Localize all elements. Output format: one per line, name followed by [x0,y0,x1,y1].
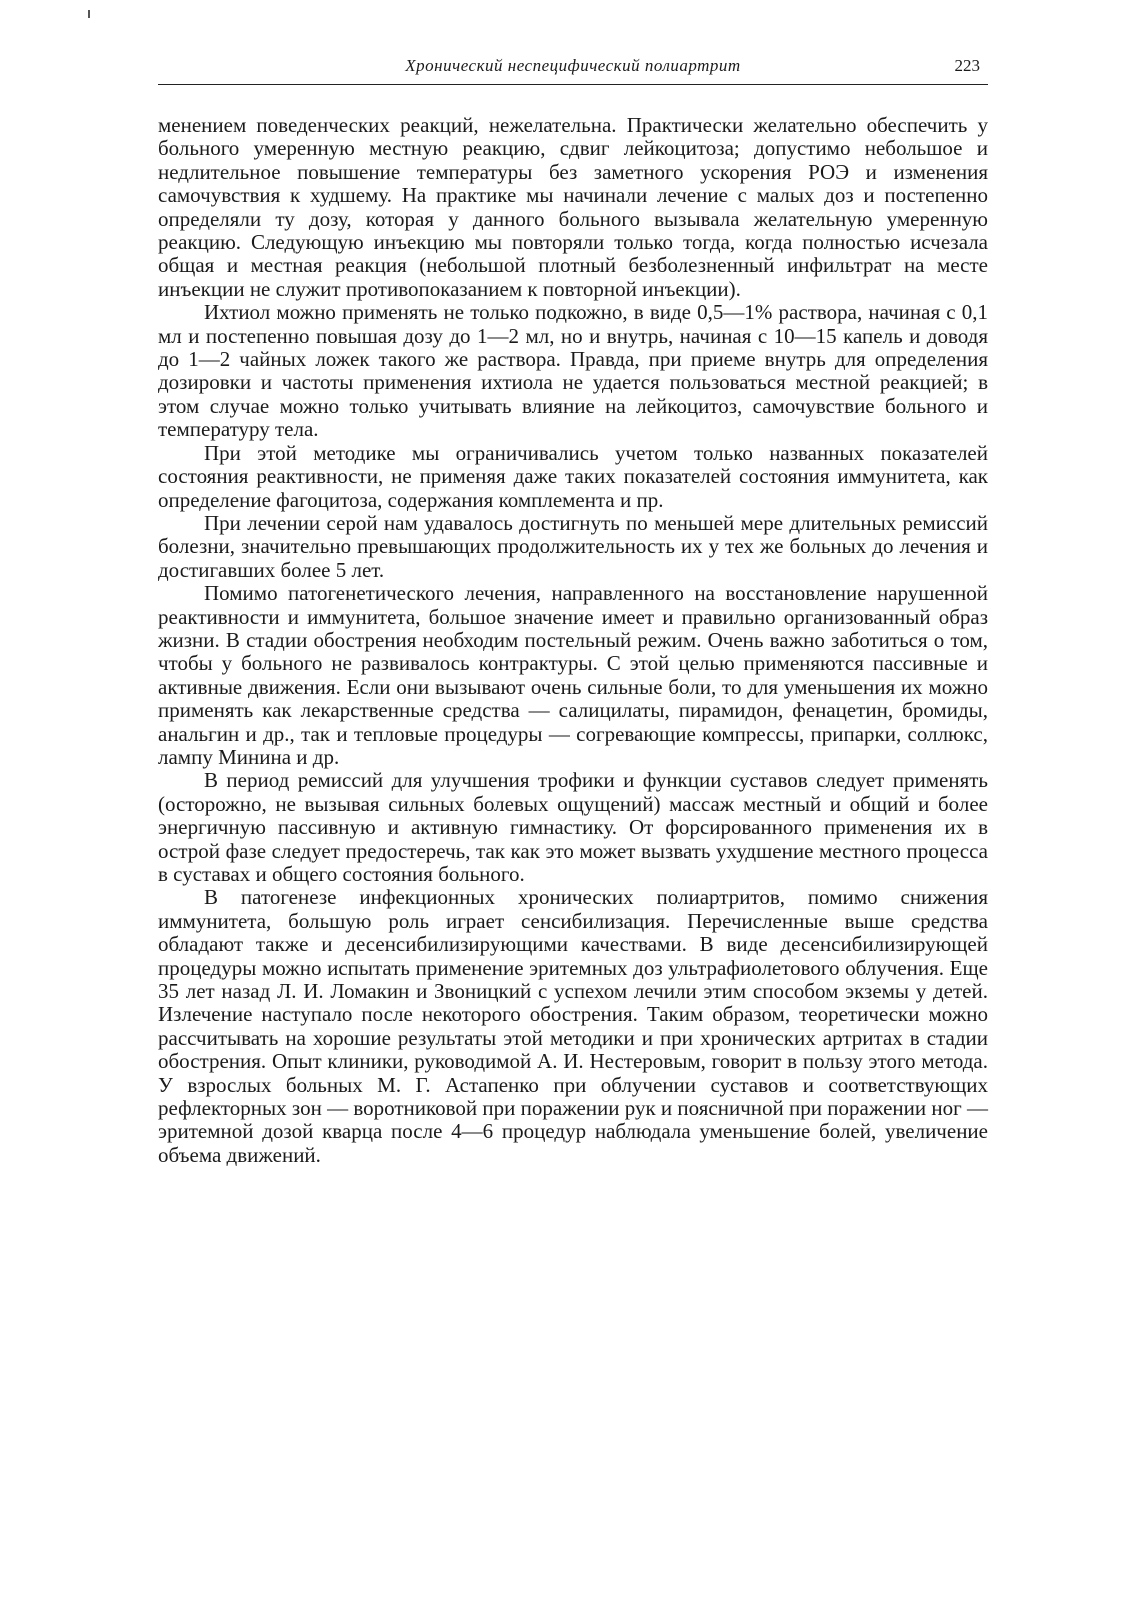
paragraph: Помимо патогенетического лечения, направленного на восстановление нарушенной реактивности и иммунитета, большое значение имеет и правильно организованный образ жизни. В стадии обострения необходим постельный режим. Очень важно заботиться о том, чтобы у больного не развивалось контрактуры. С этой целью применяются пассивные и активные движения. Если они вызывают очень сильные боли, то для уменьшения их можно применять как лекарственные средства — салицилаты, пирамидон, фенацетин, бромиды, анальгин и др., так и тепловые процедуры — согревающие компрессы, припарки, соллюкс, лампу Минина и др. [158,581,988,769]
body-text [158,114,988,1167]
paragraph: При этой методике мы ограничивались учетом только названных показателей состояния реактивности, не применяя даже таких показателей состояния иммунитета, как определение фагоцитоза, содержания комплемента и пр. [158,440,988,512]
paragraph: При лечении серой нам удавалось достигнуть по меньшей мере длительных ремиссий болезни, значительно превышающих продолжительность их у тех же больных до лечения и достигавших более 5 лет. [158,510,988,582]
running-header [158,54,988,85]
paragraph: менением поведенческих реакций, нежелательна. Практически желательно обеспечить у больного умеренную местную реакцию, сдвиг лейкоцитоза; допустимо небольшое и недлительное повышение температуры без заметного ускорения РОЭ и изменения самочувствия к худшему. На практике мы начинали лечение с малых доз и постепенно определяли ту дозу, которая у данного больного вызывала желательную умеренную реакцию. Следующую инъекцию мы повторяли только тогда, когда полностью исчезала общая и местная реакция (небольшой плотный безболезненный инфильтрат на месте инъекции не служит противопоказанием к повторной инъекции). [158,113,988,301]
paragraph: В патогенезе инфекционных хронических полиартритов, помимо снижения иммунитета, большую роль играет сенсибилизация. Перечисленные выше средства обладают также и десенсибилизирующими качествами. В виде десенсибилизирующей процедуры можно испытать применение эритемных доз ультрафиолетового облучения. Еще 35 лет назад Л. И. Ломакин и Звоницкий с успехом лечили этим способом экземы у детей. Излечение наступало после некоторого обострения. Таким образом, теоретически можно рассчитывать на хорошие результаты этой методики и при хронических артритах в стадии обострения. Опыт клиники, руководимой А. И. Нестеровым, говорит в пользу этого метода. У взрослых больных М. Г. Астапенко при облучении суставов и соответствующих рефлекторных зон — воротниковой при поражении рук и поясничной при поражении ног — эритемной дозой кварца после 4—6 процедур наблюдала уменьшение болей, увеличение объема движений. [158,885,988,1167]
running-title: Хронический неспецифический полиартрит [405,56,741,75]
scan-speck [88,10,90,18]
paragraph: Ихтиол можно применять не только подкожно, в виде 0,5—1% раствора, начиная с 0,1 мл и постепенно повышая дозу до 1—2 мл, но и внутрь, начиная с 10—15 капель и доводя до 1—2 чайных ложек такого же раствора. Правда, при приеме внутрь для определения дозировки и частоты применения ихтиола не удается пользоваться местной реакцией; в этом случае можно только учитывать влияние на лейкоцитоз, самочувствие больного и температуру тела. [158,300,988,442]
paragraph: В период ремиссий для улучшения трофики и функции суставов следует применять (осторожно, не вызывая сильных болевых ощущений) массаж местный и общий и более энергичную пассивную и активную гимнастику. От форсированного применения их в острой фазе следует предостеречь, так как это может вызвать ухудшение местного процесса в суставах и общего состояния больного. [158,768,988,886]
page-number: 223 [954,56,980,75]
